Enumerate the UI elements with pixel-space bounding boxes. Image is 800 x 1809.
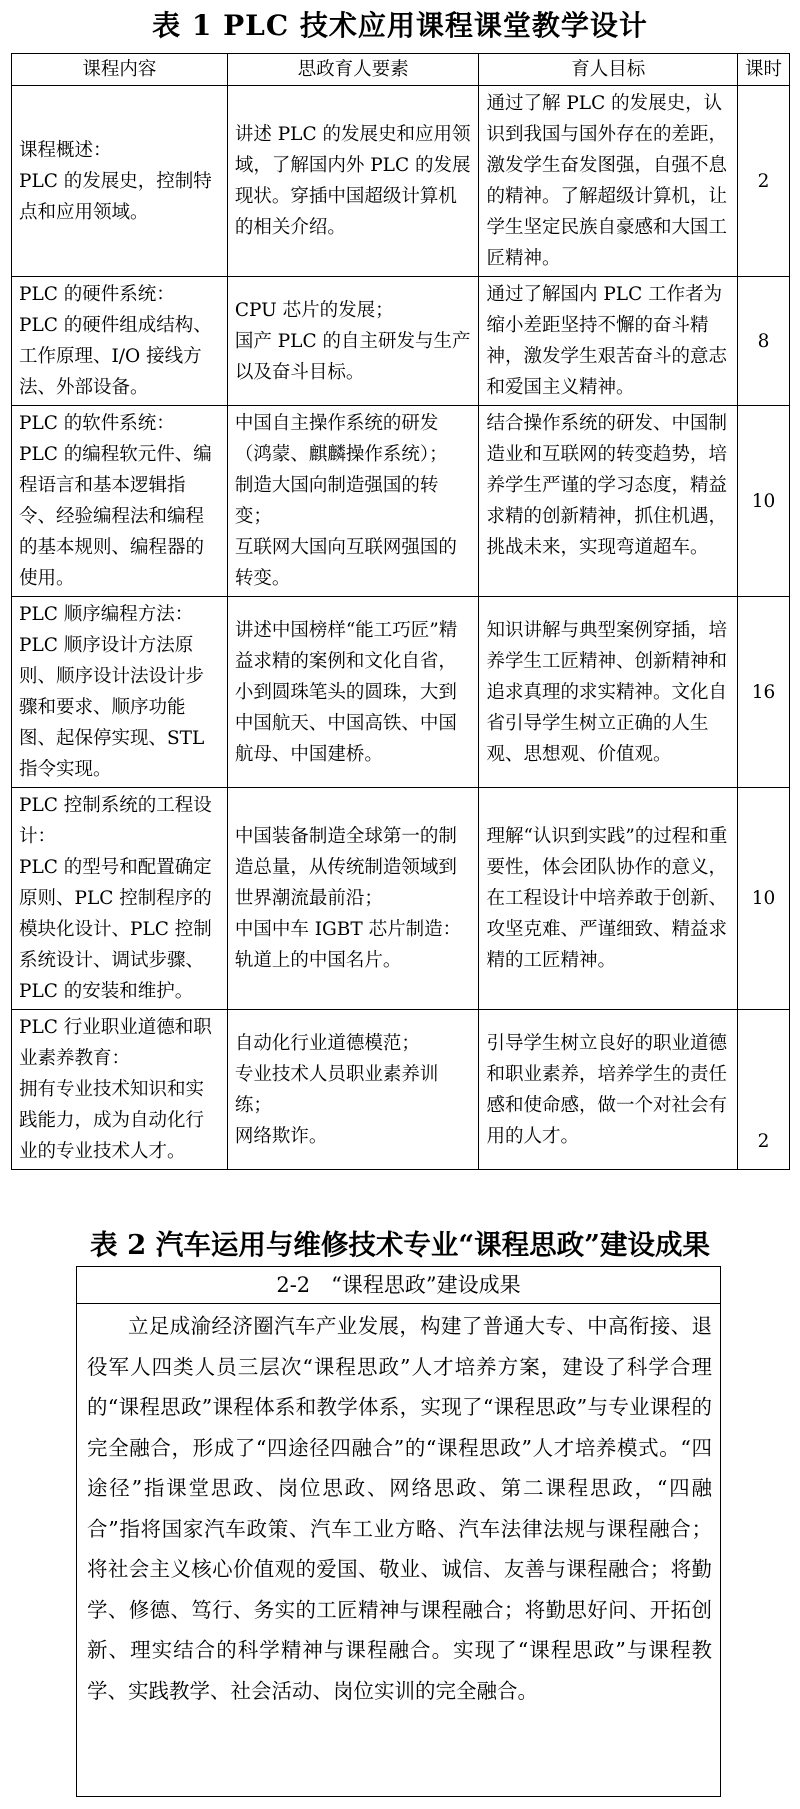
table2-body: 立足成渝经济圈汽车产业发展，构建了普通大专、中高衔接、退役军人四类人员三层次“课程思政”人才培养方案，建设了科学合理的“课程思政”课程体系和教学体系，实现了“课程思政”与专业课程的完全融合，形成了“四途径四融合”的“课程思政”人才培养模式。“四途径”指课堂思政、岗位思政、网络思政、第二课程思政，“四融合”指将国家汽车政策、汽车工业方略、汽车法律法规与课程融合；将社会主义核心价值观的爱国、敬业、诚信、友善与课程融合；将勤学、修德、笃行、务实的工匠精神与课程融合；将勤思好问、开拓创新、理实结合的科学精神与课程融合。实现了“课程思政”与课程教学、实践教学、社会活动、岗位实训的完全融合。	[87, 1314, 712, 1703]
table1	[11, 53, 790, 1170]
cell-content: PLC 顺序编程方法： PLC 顺序设计方法原则、顺序设计法设计步骤和要求、顺序功能图、起保停实现、STL 指令实现。	[12, 597, 228, 788]
cell-goals: 通过了解 PLC 的发展史，认识到我国与国外存在的差距，激发学生奋发图强，自强不息的精神。了解超级计算机，让学生坚定民族自豪感和大国工匠精神。	[479, 86, 738, 277]
cell-hours: 10	[738, 406, 790, 597]
cell-elements: 讲述中国榜样“能工巧匠”精益求精的案例和文化自省，小到圆珠笔头的圆珠，大到中国航天、中国高铁、中国航母、中国建桥。	[227, 597, 479, 788]
cell-hours: 8	[738, 277, 790, 406]
table-row	[12, 406, 790, 597]
cell-goals: 知识讲解与典型案例穿插，培养学生工匠精神、创新精神和追求真理的求实精神。文化自省引导学生树立正确的人生观、思想观、价值观。	[479, 597, 738, 788]
table2-header: 2-2 “课程思政”建设成果	[77, 1267, 720, 1304]
column-header-content: 课程内容	[12, 54, 228, 86]
cell-content: 课程概述： PLC 的发展史，控制特点和应用领域。	[12, 86, 228, 277]
cell-elements: 中国装备制造全球第一的制造总量，从传统制造领域到世界潮流最前沿； 中国中车 IGBT 芯片制造：轨道上的中国名片。	[227, 788, 479, 1010]
cell-goals: 通过了解国内 PLC 工作者为缩小差距坚持不懈的奋斗精神，激发学生艰苦奋斗的意志和爱国主义精神。	[479, 277, 738, 406]
cell-goals: 结合操作系统的研发、中国制造业和互联网的转变趋势，培养学生严谨的学习态度，精益求精的创新精神，抓住机遇，挑战未来，实现弯道超车。	[479, 406, 738, 597]
table-row	[12, 1010, 790, 1170]
column-header-elements: 思政育人要素	[227, 54, 479, 86]
table-row	[12, 277, 790, 406]
cell-elements: 中国自主操作系统的研发（鸿蒙、麒麟操作系统）； 制造大国向制造强国的转变； 互联网大国向互联网强国的转变。	[227, 406, 479, 597]
cell-hours: 10	[738, 788, 790, 1010]
cell-hours: 2	[738, 86, 790, 277]
cell-hours: 2	[738, 1010, 790, 1170]
table1-header-row	[12, 54, 790, 86]
cell-goals: 理解“认识到实践”的过程和重要性，体会团队协作的意义，在工程设计中培养敢于创新、攻坚克难、严谨细致、精益求精的工匠精神。	[479, 788, 738, 1010]
cell-goals: 引导学生树立良好的职业道德和职业素养，培养学生的责任感和使命感，做一个对社会有用的人才。	[479, 1010, 738, 1170]
cell-hours: 16	[738, 597, 790, 788]
table-row	[12, 788, 790, 1010]
table-row	[12, 597, 790, 788]
cell-content: PLC 的硬件系统： PLC 的硬件组成结构、工作原理、I/O 接线方法、外部设备。	[12, 277, 228, 406]
cell-content: PLC 控制系统的工程设计： PLC 的型号和配置确定原则、PLC 控制程序的模块化设计、PLC 控制系统设计、调试步骤、PLC 的安装和维护。	[12, 788, 228, 1010]
table2	[76, 1266, 721, 1797]
cell-elements: 讲述 PLC 的发展史和应用领域，了解国内外 PLC 的发展现状。穿插中国超级计算机的相关介绍。	[227, 86, 479, 277]
cell-elements: CPU 芯片的发展； 国产 PLC 的自主研发与生产以及奋斗目标。	[227, 277, 479, 406]
table1-title: 表 1 PLC 技术应用课程课堂教学设计	[152, 9, 648, 42]
cell-content: PLC 行业职业道德和职业素养教育： 拥有专业技术知识和实践能力，成为自动化行业的专业技术人才。	[12, 1010, 228, 1170]
table-row	[12, 86, 790, 277]
cell-content: PLC 的软件系统： PLC 的编程软元件、编程语言和基本逻辑指令、经验编程法和编程的基本规则、编程器的使用。	[12, 406, 228, 597]
cell-elements: 自动化行业道德模范； 专业技术人员职业素养训练； 网络欺诈。	[227, 1010, 479, 1170]
column-header-goals: 育人目标	[479, 54, 738, 86]
table2-title: 表 2 汽车运用与维修技术专业“课程思政”建设成果	[90, 1229, 710, 1261]
column-header-hours: 课时	[738, 54, 790, 86]
